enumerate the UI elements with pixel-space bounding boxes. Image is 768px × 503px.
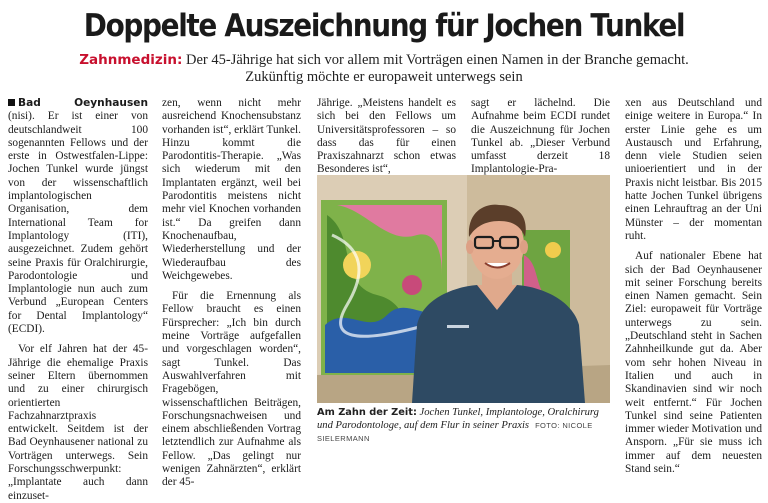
subhead-kicker: Zahnmedizin: [79, 52, 183, 68]
headline: Doppelte Auszeichnung für Jochen Tunkel [83, 8, 685, 44]
article-paragraph: Für die Ernennung als Fellow braucht es einen Fürsprecher: „Ich bin durch meine Vorträge aufgefallen und vorgeschlagen worden“, sagt Tunkel. Das Auswahlverfahren mit Fragebögen, wissenschaftlichen Beiträgen, Forschungsnachweisen und einem abschließenden Vortrag letztendlich zur Aufnahme als Fellow. „Das gelingt nur wenigen Zahnärzten“, erklärt der 45- [162, 290, 301, 489]
article-column-2 [162, 97, 301, 490]
article-paragraph: xen aus Deutschland und einige weitere in Europa.“ In erster Linie gehe es um Austausch und Erfahrung, denn viele Studien seien unioerientiert und in der Praxis nicht leistbar. Bis 2015 hatte Jochen Tunkel übrigens einen Lehrauftrag an der Uni Münster – der momentan ruht. [625, 97, 762, 242]
portrait-illustration [317, 175, 610, 403]
subhead-line2: Zukünftig möchte er europaweit unterwegs sein [245, 69, 523, 85]
article-column-3 [317, 97, 456, 177]
dateline-marker [8, 99, 15, 106]
article-paragraph: sagt er lächelnd. Die Aufnahme beim ECDI rundet die Auszeichnung für Jochen Tunkel ab. „Dieser Verbund umfasst derzeit 18 Implantologie-Pra- [471, 97, 610, 176]
dateline: Bad Oeynhausen [18, 97, 148, 109]
photo-caption [317, 406, 610, 445]
article-paragraph: Jährige. „Meistens handelt es sich bei den Fellows um Universitätsprofessoren – so dass das für einen Praxiszahnarzt schon etwas Besonderes ist“, [317, 97, 456, 176]
article-column-4 [471, 97, 610, 177]
article-paragraph: zen, wenn nicht mehr ausreichend Knochensubstanz vorhanden ist“, erklärt Tunkel. Hinzu kommt die Parodontitis-Therapie. „Was sich wiederum mit den Implantaten ergänzt, weil bei Parodontitis meistens nicht mehr viel Knochen vorhanden ist.“ Da greifen dann Knochenaufbau, Wiederherstellung und der Wiederaufbau des Weichgewebes. [162, 97, 301, 282]
article-column-1 [8, 97, 148, 503]
article-paragraph: Vor elf Jahren hat der 45-Jährige die ehemalige Praxis seiner Eltern übernommen und zu einer chirurgisch orientierten Fachzahnarztpraxis entwickelt. Seitdem ist der Bad Oeynhausener national zu Vorträgen unterwegs. Sein Forschungsschwerpunkt: „Implantate auch dann einzuset- [8, 343, 148, 502]
subhead-line1: Der 45-Jährige hat sich vor allem mit Vorträgen einen Namen in der Branche gemacht. [182, 52, 689, 68]
caption-lead: Am Zahn der Zeit: [317, 407, 417, 418]
paragraph-text: (nisi). Er ist einer von deutschlandweit 100 sogenannten Fellows und der erste in Ostwestfalen-Lippe: Jochen Tunkel wurde jüngst von der wissenschaftlich implantologischen Organisation, dem International Team for Implantology (ITI), ausgezeichnet. Zudem gehört seine Praxis für Oralchirurgie, Parodontologie und Implantologie nun auch zum Verbund „European Centers for Dental Implantology“ (ECDI). [8, 110, 148, 336]
article-column-5 [625, 97, 762, 476]
article-photo [317, 175, 610, 403]
article-paragraph: Auf nationaler Ebene hat sich der Bad Oeynhausener mit seiner Forschung bereits einen Namen gemacht. Sein Ziel: europaweit für Vorträge unterwegs zu sein. „Deutschland steht in Sachen Zahnheilkunde gut da. Aber vom sehr hohen Niveau in Italien und auch in Skandinavien sind wir noch weit entfernt.“ Für Jochen Tunkel sind seine Patienten immer wieder Motivation und Ansporn. „Für sie muss ich immer auf dem neuesten Stand sein.“ [625, 250, 762, 476]
subhead [0, 52, 768, 86]
article-paragraph [8, 97, 148, 336]
photo-credit: FOTO: NICOLE SIELERMANN [317, 421, 593, 443]
caption-text: Jochen Tunkel, Implantologe, Oralchirurg und Parodontologe, auf dem Flur in seiner Praxis [317, 407, 599, 431]
